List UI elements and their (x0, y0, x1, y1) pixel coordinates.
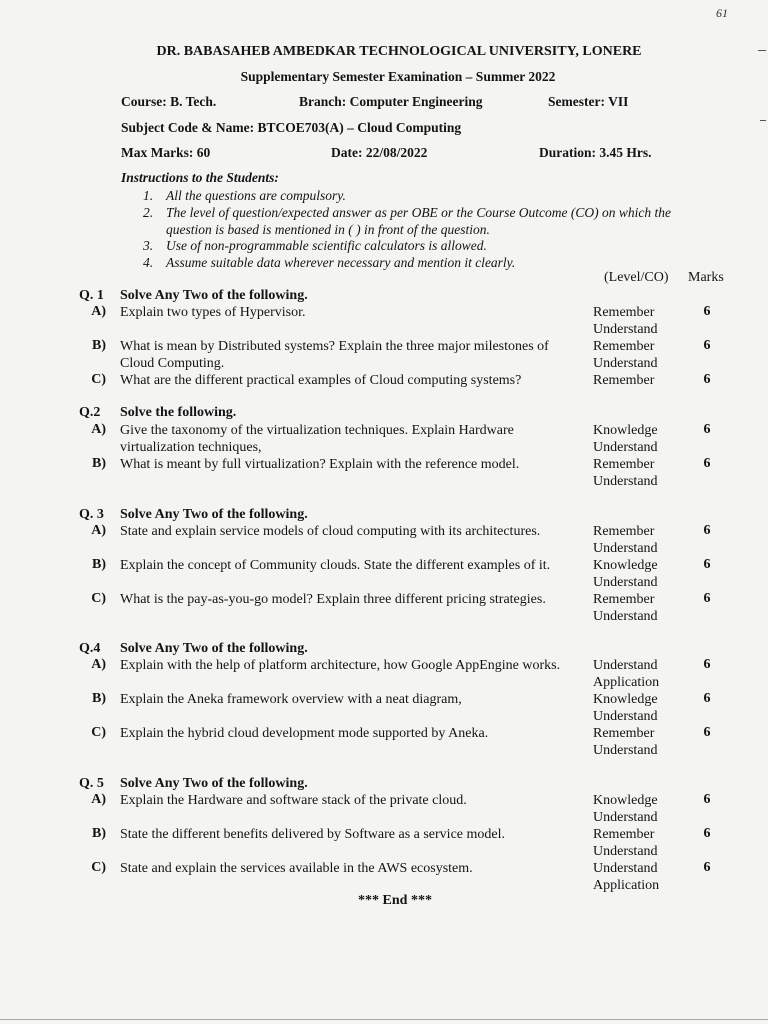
marks-value: 6 (703, 725, 711, 740)
marks-value: 6 (703, 657, 711, 672)
marks-value: 6 (703, 456, 711, 471)
bloom-level: Remember Understand (593, 457, 658, 489)
bloom-level: Knowledge Understand (593, 793, 658, 825)
level-column-heading: (Level/CO) (604, 270, 669, 285)
marks-value: 6 (703, 338, 711, 353)
sub-question-text: Explain with the help of platform architecture, how Google AppEngine works. (120, 658, 561, 673)
bloom-level: Knowledge Understand (593, 423, 658, 455)
instructions-title: Instructions to the Students: (121, 170, 279, 185)
sub-question-text: Explain the Aneka framework overview with a neat diagram, (120, 692, 462, 707)
question-heading: Solve Any Two of the following. (120, 288, 308, 303)
bloom-level: Remember Understand (593, 827, 658, 859)
sub-question-text: What are the different practical examples of Cloud computing systems? (120, 373, 522, 388)
bloom-level: Knowledge Understand (593, 558, 658, 590)
sub-question-text: State the different benefits delivered by Software as a service model. (120, 827, 505, 842)
university-title: DR. BABASAHEB AMBEDKAR TECHNOLOGICAL UNIVERSITY, LONERE (156, 44, 642, 59)
sub-question-text: What is meant by full virtualization? Explain with the reference model. (120, 457, 520, 472)
sub-question-label: C) (91, 372, 106, 387)
sub-question-label: A) (91, 523, 106, 538)
question-number: Q. 5 (79, 776, 104, 791)
instruction-number: 2. (143, 205, 154, 220)
instruction-text: The level of question/expected answer as per OBE or the Course Outcome (CO) on which the question is based is mentioned in ( ) in front of the question. (166, 205, 672, 237)
sub-question-label: C) (91, 860, 106, 875)
question-number: Q. 1 (79, 288, 104, 303)
sub-question-text: State and explain the services available in the AWS ecosystem. (120, 861, 473, 876)
sub-question-label: B) (92, 338, 106, 353)
sub-question-label: C) (91, 591, 106, 606)
sub-question-label: B) (92, 691, 106, 706)
edge-mark (760, 120, 766, 121)
sub-question-text: Explain the concept of Community clouds. State the different examples of it. (120, 558, 551, 573)
marks-column-heading: Marks (688, 270, 724, 285)
instruction-number: 4. (143, 255, 154, 270)
sub-question-label: C) (91, 725, 106, 740)
sub-question-label: A) (91, 792, 106, 807)
max-marks-label: Max Marks: 60 (121, 145, 211, 160)
bloom-level: Remember Understand (593, 339, 658, 371)
question-heading: Solve Any Two of the following. (120, 776, 308, 791)
exam-title: Supplementary Semester Examination – Summer 2022 (240, 69, 556, 84)
branch-label: Branch: Computer Engineering (299, 94, 483, 109)
marks-value: 6 (703, 792, 711, 807)
marks-value: 6 (703, 691, 711, 706)
sub-question-label: A) (91, 422, 106, 437)
semester-label: Semester: VII (548, 94, 629, 109)
bloom-level: Remember Understand (593, 726, 658, 758)
question-heading: Solve Any Two of the following. (120, 641, 308, 656)
question-number: Q.4 (79, 641, 101, 656)
duration-label: Duration: 3.45 Hrs. (539, 145, 652, 160)
bloom-level: Remember Understand (593, 305, 658, 337)
question-number: Q.2 (79, 405, 101, 420)
instruction-text: All the questions are compulsory. (166, 188, 346, 203)
sub-question-label: B) (92, 456, 106, 471)
marks-value: 6 (703, 523, 711, 538)
sub-question-text: Give the taxonomy of the virtualization techniques. Explain Hardware virtualization techniques, (120, 423, 514, 455)
marks-value: 6 (703, 557, 711, 572)
instruction-text: Use of non-programmable scientific calculators is allowed. (166, 238, 487, 253)
sub-question-text: Explain two types of Hypervisor. (120, 305, 306, 320)
sub-question-text: Explain the Hardware and software stack of the private cloud. (120, 793, 467, 808)
question-number: Q. 3 (79, 507, 104, 522)
sub-question-text: Explain the hybrid cloud development mode supported by Aneka. (120, 726, 489, 741)
subject-label: Subject Code & Name: BTCOE703(A) – Cloud Computing (121, 120, 462, 135)
end-marker: *** End *** (358, 893, 432, 908)
marks-value: 6 (703, 591, 711, 606)
bloom-level: Understand Application (593, 658, 660, 690)
bloom-level: Remember Understand (593, 524, 658, 556)
bloom-level: Remember Understand (593, 592, 658, 624)
sub-question-label: B) (92, 826, 106, 841)
sub-question-text: What is mean by Distributed systems? Explain the three major milestones of Cloud Computing. (120, 339, 549, 371)
sub-question-text: What is the pay-as-you-go model? Explain three different pricing strategies. (120, 592, 546, 607)
marks-value: 6 (703, 422, 711, 437)
sub-question-label: B) (92, 557, 106, 572)
instruction-text: Assume suitable data wherever necessary and mention it clearly. (166, 255, 516, 270)
marks-value: 6 (703, 826, 711, 841)
marks-value: 6 (703, 372, 711, 387)
bloom-level: Remember (593, 373, 655, 388)
marks-value: 6 (703, 860, 711, 875)
sub-question-text: State and explain service models of cloud computing with its architectures. (120, 524, 541, 539)
instruction-number: 1. (143, 188, 154, 203)
page-bottom-edge (0, 1019, 768, 1020)
sub-question-label: A) (91, 304, 106, 319)
marks-value: 6 (703, 304, 711, 319)
page-number-mark: 61 (716, 6, 728, 20)
bloom-level: Understand Application (593, 861, 660, 893)
course-label: Course: B. Tech. (121, 94, 217, 109)
bloom-level: Knowledge Understand (593, 692, 658, 724)
question-heading: Solve Any Two of the following. (120, 507, 308, 522)
sub-question-label: A) (91, 657, 106, 672)
question-heading: Solve the following. (120, 405, 237, 420)
instruction-number: 3. (143, 238, 154, 253)
date-label: Date: 22/08/2022 (331, 145, 428, 160)
